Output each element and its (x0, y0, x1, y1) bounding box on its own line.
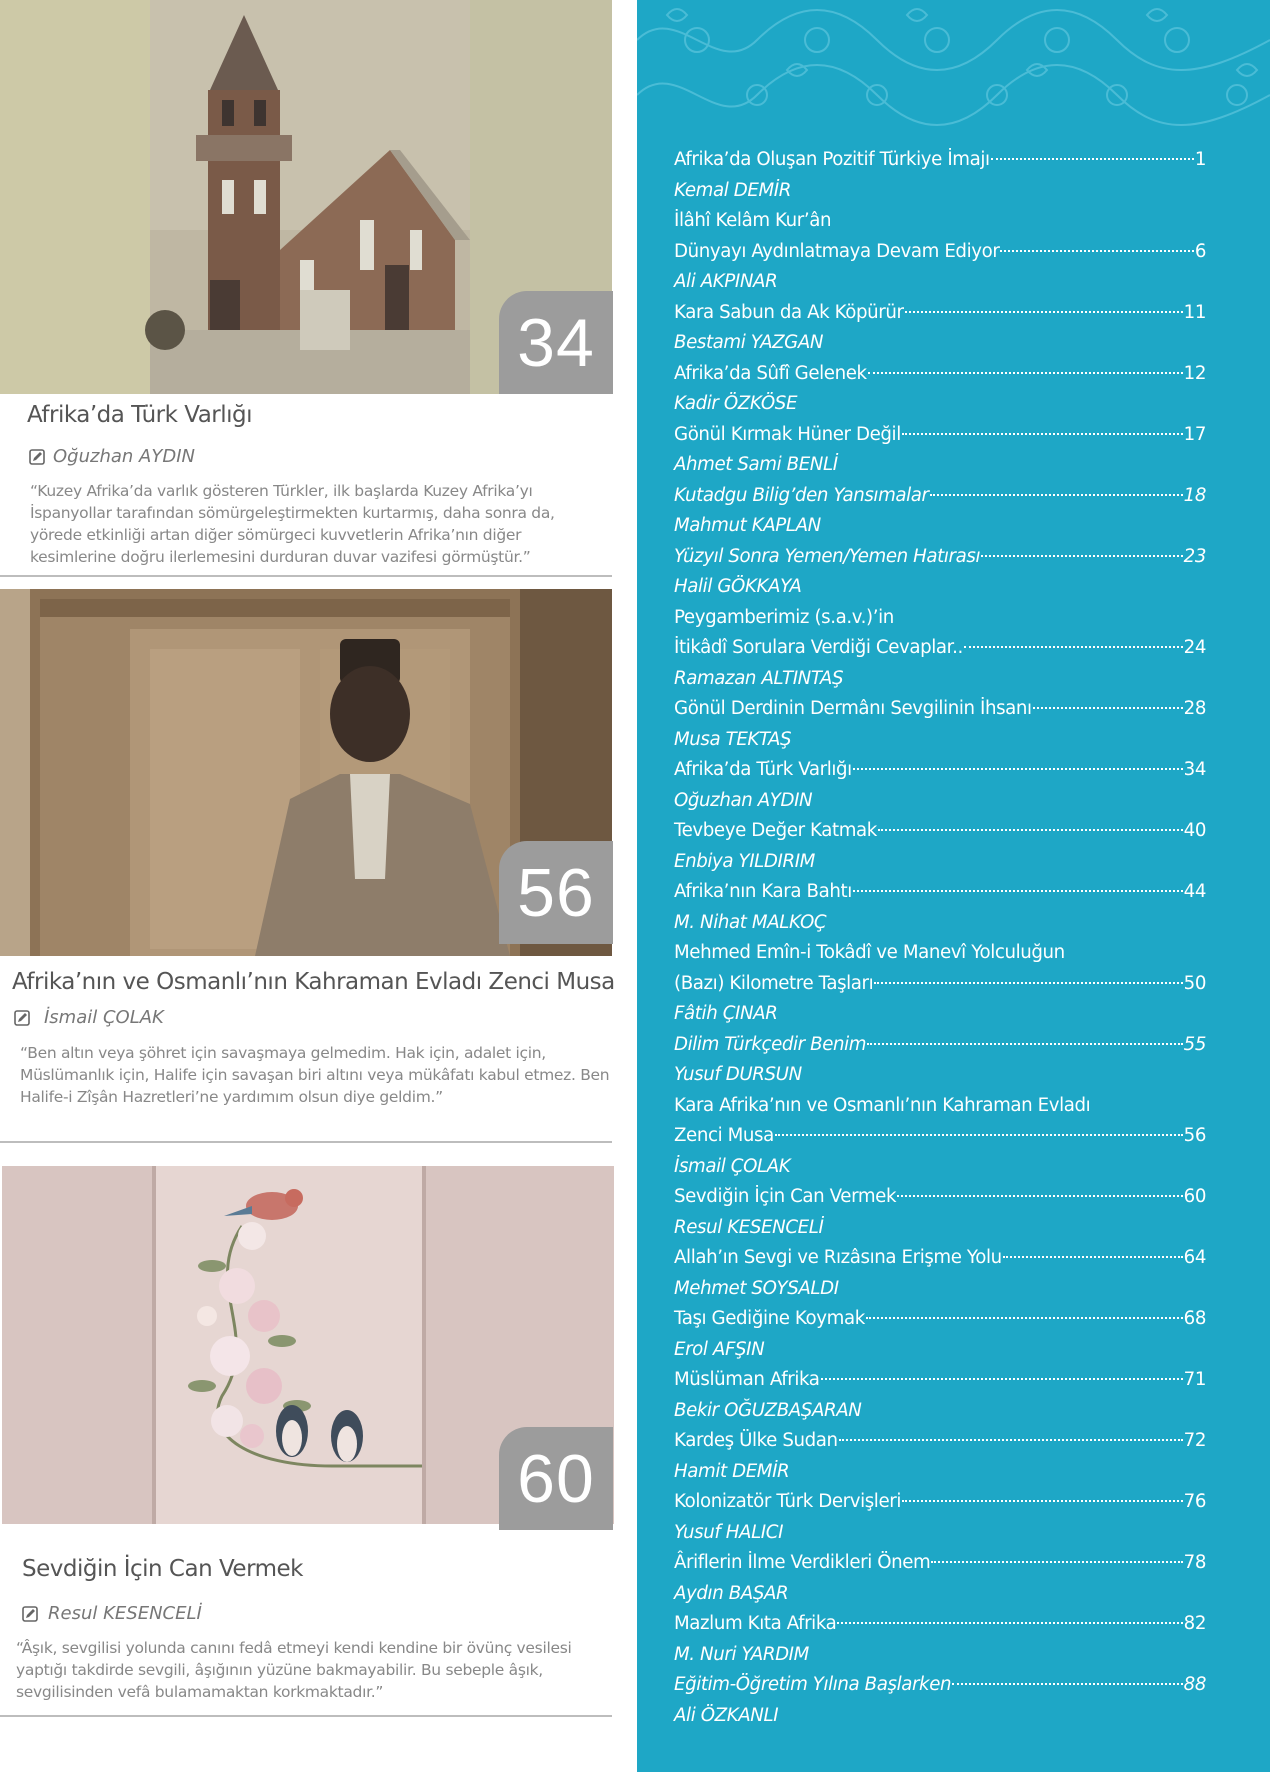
toc-entry-title: Eğitim-Öğretim Yılına Başlarken (674, 1674, 952, 1695)
toc-leader-dots (837, 1622, 1182, 1624)
article-author (14, 1007, 164, 1028)
toc-entry-title: Dilim Türkçedir Benim (674, 1033, 867, 1055)
toc-page-number: 71 (1183, 1369, 1206, 1390)
toc-entry-title: Kutadgu Bilig’den Yansımalar (674, 484, 929, 506)
toc-entry-title: Zenci Musa (674, 1125, 774, 1146)
toc-entry-title: Afrika’da Türk Varlığı (674, 759, 852, 780)
toc-author: Ahmet Sami BENLİ (674, 454, 838, 475)
toc-page-number: 28 (1183, 698, 1206, 719)
toc-entry[interactable] (674, 1609, 1206, 1640)
toc-entry[interactable] (674, 1487, 1206, 1518)
toc-leader-dots (866, 1317, 1183, 1319)
toc-author: Kadir ÖZKÖSE (674, 393, 798, 414)
edit-icon (22, 1606, 38, 1622)
page-number-badge-34: 34 (499, 291, 613, 394)
toc-leader-dots (902, 1500, 1183, 1502)
toc-author: Enbiya YILDIRIM (674, 850, 815, 872)
toc-page-number: 78 (1183, 1552, 1206, 1573)
toc-entry-title: Taşı Gediğine Koymak (674, 1308, 865, 1329)
toc-entry[interactable] (674, 1365, 1206, 1396)
toc-leader-dots (1000, 250, 1193, 252)
toc-leader-dots (839, 1439, 1183, 1441)
toc-author: M. Nihat MALKOÇ (674, 911, 827, 933)
toc-page-number: 68 (1183, 1308, 1206, 1329)
toc-author: M. Nuri YARDIM (674, 1643, 809, 1665)
toc-page-number: 24 (1183, 637, 1206, 658)
toc-entry-title: Mazlum Kıta Afrika (674, 1613, 837, 1634)
toc-entry[interactable] (674, 237, 1206, 268)
edit-icon (29, 449, 45, 465)
toc-title-line[interactable]: Kara Afrika’nın ve Osmanlı’nın Kahraman Evladı (674, 1094, 1091, 1116)
toc-entry-title: Sevdiğin İçin Can Vermek (674, 1186, 897, 1207)
edit-icon (14, 1010, 30, 1026)
toc-page-number: 23 (1183, 545, 1206, 567)
toc-title-line[interactable]: Mehmed Emîn-i Tokâdî ve Manevî Yolculuğun (674, 942, 1065, 963)
toc-author: Yusuf DURSUN (674, 1064, 802, 1085)
toc-entry-title: Allah’ın Sevgi ve Rızâsına Erişme Yolu (674, 1247, 1002, 1268)
toc-entry-title: Afrika’nın Kara Bahtı (674, 881, 852, 902)
toc-entry[interactable] (674, 1030, 1206, 1061)
author-name: İsmail ÇOLAK (44, 1007, 164, 1028)
toc-entry[interactable] (674, 816, 1206, 847)
toc-entry[interactable] (674, 1121, 1206, 1152)
article-author (22, 1603, 202, 1624)
toc-author: Kemal DEMİR (674, 179, 791, 201)
toc-leader-dots (991, 158, 1194, 160)
toc-leader-dots (853, 890, 1183, 892)
toc-leader-dots (902, 433, 1183, 435)
toc-page-number: 56 (1183, 1125, 1206, 1146)
toc-title-line[interactable]: İlâhî Kelâm Kur’ân (674, 210, 832, 231)
toc-entry[interactable] (674, 1426, 1206, 1457)
toc-author: İsmail ÇOLAK (674, 1155, 791, 1177)
article-quote: “Ben altın veya şöhret için savaşmaya gelmedim. Hak için, adalet için, Müslümanlık için, Halife için savaşan biri altını veya mükâfatı kabul etmez. Ben Halife-i Zîşân Hazretleri’ne yardımım olsun diye geldim.” (20, 1044, 610, 1106)
toc-author: Halil GÖKKAYA (674, 576, 802, 597)
toc-author: Ali AKPINAR (674, 271, 778, 292)
toc-entry-title: Gönül Kırmak Hüner Değil (674, 423, 901, 445)
toc-entry[interactable] (674, 359, 1206, 390)
toc-entry[interactable] (674, 1304, 1206, 1335)
toc-entry[interactable] (674, 969, 1206, 1000)
toc-author: Yusuf HALICI (674, 1521, 784, 1543)
toc-page-number: 12 (1183, 362, 1206, 384)
toc-entry-title: Yüzyıl Sonra Yemen/Yemen Hatırası (674, 545, 981, 567)
toc-entry-title: Âriflerin İlme Verdikleri Önem (674, 1552, 931, 1573)
toc-author: Bestami YAZGAN (674, 332, 824, 353)
toc-leader-dots (1033, 707, 1183, 709)
toc-page-number: 1 (1194, 149, 1206, 170)
toc-page-number: 60 (1183, 1186, 1206, 1207)
toc-page-number: 6 (1194, 240, 1206, 262)
toc-leader-dots (897, 1195, 1183, 1197)
toc-author: Erol AFŞIN (674, 1338, 765, 1360)
article-author (29, 446, 195, 467)
toc-author: Aydın BAŞAR (674, 1582, 789, 1604)
toc-entry[interactable] (674, 755, 1206, 786)
toc-author: Ali ÖZKANLI (674, 1704, 779, 1726)
toc-author: Hamit DEMİR (674, 1460, 790, 1482)
toc-list (674, 145, 1206, 1731)
toc-page-number: 72 (1183, 1430, 1206, 1451)
toc-page-number: 11 (1183, 301, 1206, 323)
toc-entry[interactable] (674, 298, 1206, 329)
toc-author: Ramazan ALTINTAŞ (674, 667, 844, 689)
toc-entry[interactable] (674, 542, 1206, 573)
divider (0, 1715, 612, 1717)
toc-leader-dots (981, 555, 1183, 557)
toc-leader-dots (853, 768, 1183, 770)
toc-entry[interactable] (674, 481, 1206, 512)
toc-entry[interactable] (674, 1182, 1206, 1213)
toc-entry-title: Tevbeye Değer Katmak (674, 820, 877, 841)
toc-page-number: 17 (1183, 423, 1206, 445)
toc-leader-dots (878, 829, 1183, 831)
toc-leader-dots (775, 1134, 1183, 1136)
toc-page-number: 50 (1183, 972, 1206, 994)
toc-leader-dots (952, 1683, 1183, 1685)
article-title: Sevdiğin İçin Can Vermek (22, 1556, 304, 1582)
toc-page-number: 64 (1183, 1247, 1206, 1268)
toc-entry[interactable] (674, 1670, 1206, 1701)
page-number-badge-56: 56 (499, 841, 613, 944)
toc-author: Musa TEKTAŞ (674, 728, 792, 750)
toc-entry-title: Dünyayı Aydınlatmaya Devam Ediyor (674, 240, 1000, 262)
toc-entry-title: Müslüman Afrika (674, 1369, 820, 1390)
toc-leader-dots (867, 1043, 1183, 1045)
toc-entry-title: İtikâdî Sorulara Verdiği Cevaplar.. (674, 637, 963, 658)
toc-page-number: 18 (1183, 484, 1206, 506)
author-name: Oğuzhan AYDIN (53, 446, 195, 467)
toc-leader-dots (931, 1561, 1182, 1563)
toc-entry[interactable] (674, 694, 1206, 725)
toc-page-number: 44 (1183, 881, 1206, 902)
toc-leader-dots (1003, 1256, 1183, 1258)
toc-entry-title: Kara Sabun da Ak Köpürür (674, 301, 904, 323)
divider (0, 1141, 612, 1143)
toc-page-number: 40 (1183, 820, 1206, 841)
table-of-contents (637, 0, 1270, 1772)
toc-entry-title: Kardeş Ülke Sudan (674, 1430, 838, 1451)
toc-leader-dots (868, 372, 1183, 374)
toc-entry-title: Kolonizatör Türk Dervişleri (674, 1491, 901, 1512)
toc-author: Mahmut KAPLAN (674, 515, 821, 536)
toc-leader-dots (905, 311, 1183, 313)
divider (0, 575, 612, 577)
toc-page-number: 76 (1183, 1491, 1206, 1512)
toc-entry-title: Afrika’da Oluşan Pozitif Türkiye İmajı (674, 149, 990, 170)
article-quote: “Âşık, sevgilisi yolunda canını fedâ etmeyi kendi kendine bir övünç vesilesi yaptığı takdirde sevgili, âşığının yüzüne bakmayabilir. Bu sebeple âşık, sevgilisinden vefâ bulamamaktan korkmaktadır.” (16, 1639, 572, 1701)
toc-entry-title: (Bazı) Kilometre Taşları (674, 972, 874, 994)
toc-page-number: 34 (1183, 759, 1206, 780)
article-quote: “Kuzey Afrika’da varlık gösteren Türkler, ilk başlarda Kuzey Afrika’yı İspanyollar tarafından sömürgeleştirmekten kurtarmış, daha sonra da, yörede etkinliği artan diğer sömürgeci kuvvetlerin Afrika’nın diğer kesimlerine doğru ilerlemesini durduran duvar vazifesi görmüştür.” (30, 482, 555, 566)
toc-author: Oğuzhan AYDIN (674, 789, 813, 811)
toc-page-number: 82 (1183, 1613, 1206, 1634)
page-number-badge-60: 60 (499, 1427, 613, 1530)
toc-entry-title: Afrika’da Sûfî Gelenek (674, 362, 867, 384)
toc-leader-dots (874, 982, 1182, 984)
toc-entry[interactable] (674, 420, 1206, 451)
article-title: Afrika’nın ve Osmanlı’nın Kahraman Evladı Zenci Musa (12, 969, 615, 995)
toc-author: Mehmet SOYSALDI (674, 1277, 839, 1299)
toc-entry[interactable] (674, 1548, 1206, 1579)
toc-author: Resul KESENCELİ (674, 1216, 824, 1238)
toc-entry[interactable] (674, 633, 1206, 664)
toc-entry[interactable] (674, 877, 1206, 908)
toc-leader-dots (964, 646, 1183, 648)
toc-page-number: 88 (1183, 1674, 1206, 1695)
toc-title-line[interactable]: Peygamberimiz (s.a.v.)’in (674, 606, 894, 628)
toc-leader-dots (930, 494, 1183, 496)
ornament-pattern (637, 0, 1270, 130)
toc-entry[interactable] (674, 145, 1206, 176)
toc-page-number: 55 (1183, 1033, 1206, 1055)
article-title: Afrika’da Türk Varlığı (27, 402, 253, 428)
toc-author: Fâtih ÇINAR (674, 1003, 778, 1024)
toc-leader-dots (821, 1378, 1183, 1380)
author-name: Resul KESENCELİ (48, 1603, 202, 1624)
toc-author: Bekir OĞUZBAŞARAN (674, 1399, 862, 1421)
toc-entry[interactable] (674, 1243, 1206, 1274)
toc-entry-title: Gönül Derdinin Dermânı Sevgilinin İhsanı (674, 698, 1032, 719)
